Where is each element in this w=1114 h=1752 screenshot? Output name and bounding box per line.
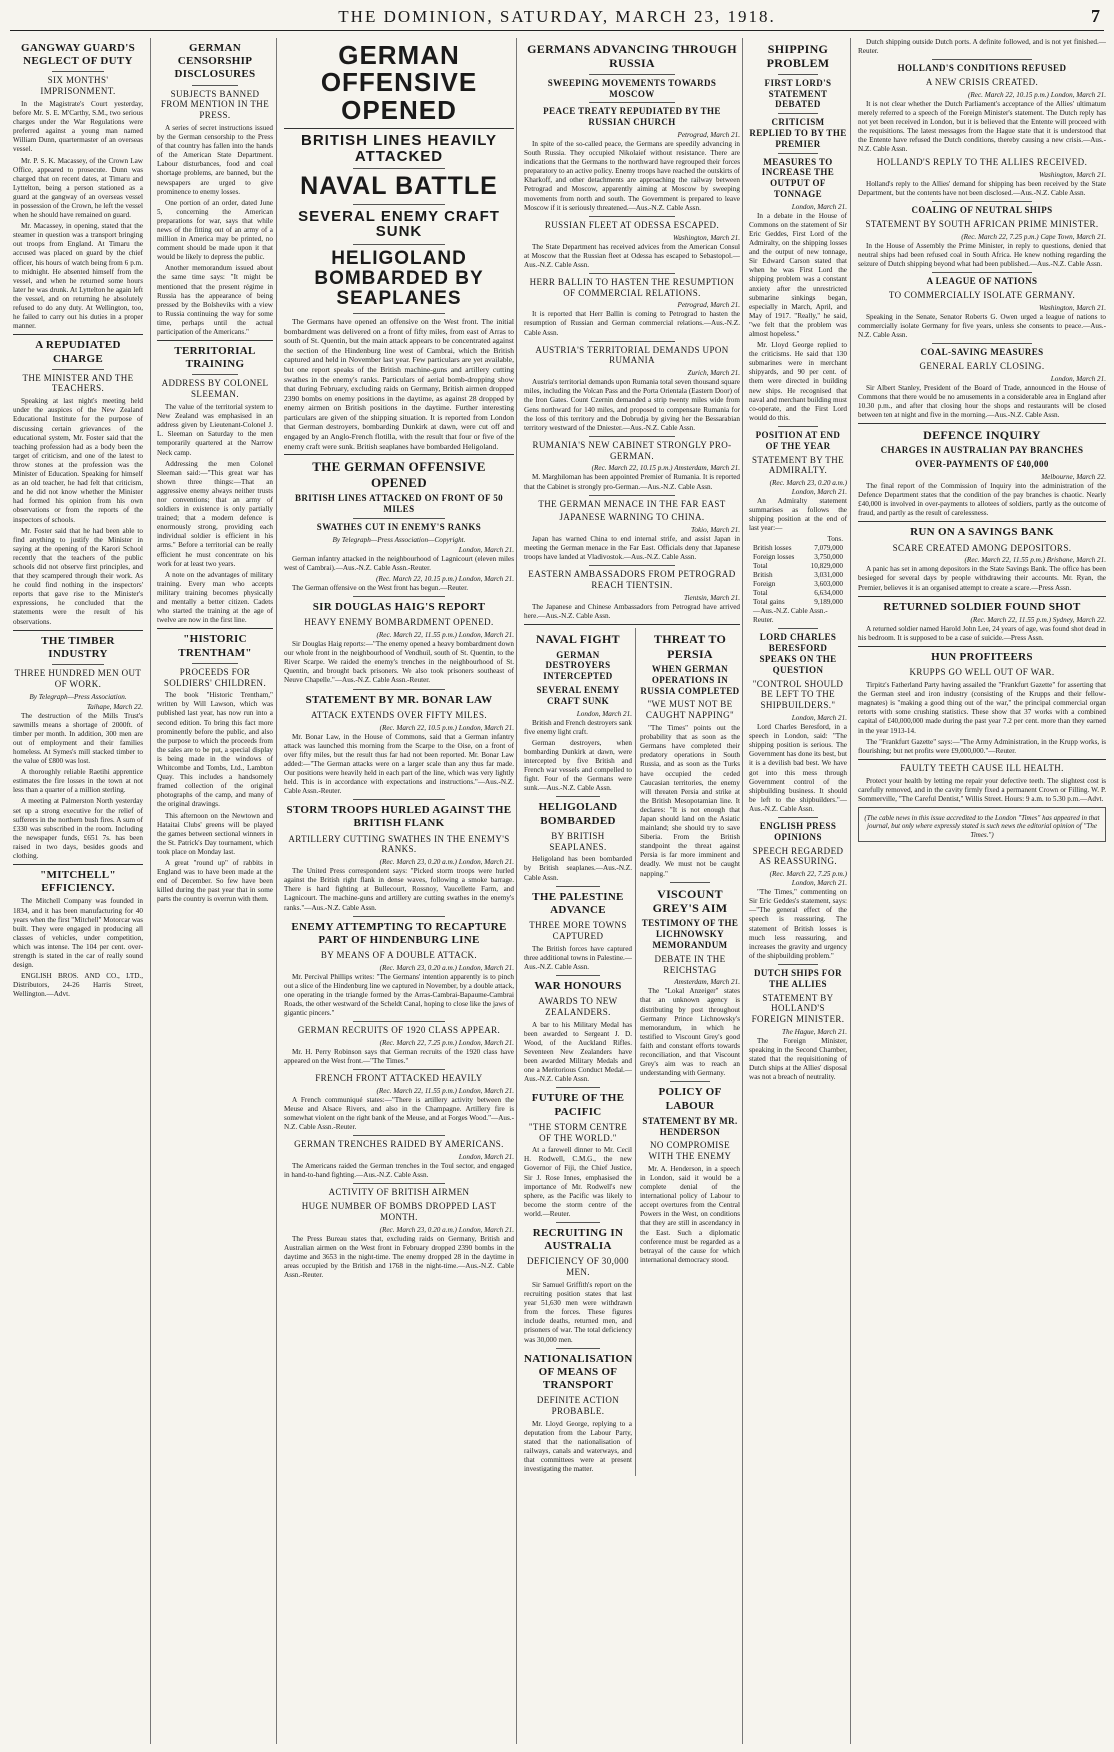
article-paragraph: Mr. Foster said that he had been able to find anything to justify the Minister in saying at the opening of the Karori School recently that the teachers of the public schools did not observe first principles, and that they scampered through their work. As he could find nothing in the inspectors' reports that gave rise to the Minister's expressions, he concluded that the statements were the result of his observations. bbox=[13, 526, 143, 626]
subheadline: GERMAN RECRUITS OF 1920 CLASS APPEAR. bbox=[297, 1025, 501, 1036]
dateline: London, March 21. bbox=[458, 545, 514, 554]
article-paragraph: Speaking in the Senate, Senator Roberts G. Owen urged a league of nations to commercially isolate Germany for five years, unless she consents to peace.—Aus.-N.Z. Cable Assn. bbox=[858, 312, 1106, 339]
subheadline: SWEEPING MOVEMENTS TOWARDS MOSCOW bbox=[547, 77, 717, 99]
main-headline: GERMAN OFFENSIVE OPENED bbox=[320, 40, 478, 125]
subheadline: PEACE TREATY REPUDIATED BY THE RUSSIAN CHURCH bbox=[543, 106, 721, 128]
column-3 bbox=[276, 38, 517, 1744]
subheadline: ARTILLERY CUTTING SWATHES IN THE ENEMY'S RANKS. bbox=[288, 833, 510, 855]
subheadline: FRENCH FRONT ATTACKED HEAVILY bbox=[315, 1073, 483, 1084]
headline: HELIGOLAND BOMBARDED bbox=[538, 801, 618, 827]
subheadline: THE MINISTER AND THE TEACHERS. bbox=[22, 372, 134, 394]
article-paragraph: A bar to his Military Medal has been awarded to Sergeant J. D. Wood, of the Auckland Rifles. Seventeen New Zealanders have been awarded Military Medals and one a Meritorious Conduct Medal.—Aus.-N.Z. Cable Assn. bbox=[524, 1020, 632, 1084]
table-row: Foreign 3,603,000 bbox=[753, 580, 843, 589]
wire-credit: By Telegraph—Press Association—Copyright. bbox=[332, 535, 466, 544]
dateline: Tokio, March 21. bbox=[691, 526, 740, 535]
article-paragraph: In the House of Assembly the Prime Minister, in reply to questions, denied that neutral ships had been refused coal in South Africa. He knew nothing regarding the seizure of Dutch shipping beyond what had been published.—Aus.-N.Z. Cable Assn. bbox=[858, 241, 1106, 269]
article-paragraph: Mr. A. Henderson, in a speech in London, said it would be a complete denial of the international policy of Labour to accept overtures from the Central Powers in the West, on conditions that they are still in ascendancy in the East. Such a diplomatic conference must be regarded as a betrayal of the cause for which international democracy stood. bbox=[640, 1164, 740, 1264]
subheadline: STATEMENT BY THE ADMIRALTY. bbox=[751, 454, 844, 476]
subheadline: POSITION AT END OF THE YEAR bbox=[755, 429, 841, 451]
subheadline: COALING OF NEUTRAL SHIPS bbox=[911, 205, 1053, 216]
headline: TERRITORIAL TRAINING bbox=[174, 345, 256, 371]
article-paragraph: Mr. Percival Phillips writes: "The Germans' intention apparently is to pinch out a slice of the Hindenburg line we captured in November, by a double attack, one operating in the triangle formed by the Arras-Cambrai-Bapaume-Cambrai Roads, the other westward of the Scheldt Canal, hoping to close like the jaws of gigantic pincers." bbox=[284, 972, 514, 1018]
masthead-title: THE DOMINION, SATURDAY, MARCH 23, 1918. bbox=[338, 7, 776, 26]
subheadline: PROCEEDS FOR SOLDIERS' CHILDREN. bbox=[163, 666, 267, 688]
subheadline: KRUPPS GO WELL OUT OF WAR. bbox=[909, 667, 1055, 678]
article-paragraph: The "Lokal Anzeiger" states that an unknown agency is distributing by post throughout Germany Prince Lichnowsky's memorandum, in which he testified to Viscount Grey's good faith and constant efforts towards reconciliation, and that Viscount Grey's aim was to reach an understanding with Germany. bbox=[640, 987, 740, 1078]
table-header: Tons. bbox=[827, 535, 843, 544]
article-paragraph: Addressing the men Colonel Sleeman said:—"This great war has shown three things:—That an aggressive enemy always neither trusts nor conventions; that an army of soldiers in existence is only partially trained; that a modern defence is enormously strong, providing each individual soldier is efficient in his arms." Before a territorial can be really efficient he must concentrate on his work for at least two years. bbox=[157, 459, 273, 568]
article-paragraph: The value of the territorial system to New Zealand was emphasised in an address given by Lieutenant-Colonel J. L. Sleeman on Saturday to the men temporarily quartered at the Narrow Neck camp. bbox=[157, 403, 273, 457]
wire-credit: By Telegraph—Press Association. bbox=[29, 692, 127, 701]
article-paragraph: Austria's territorial demands upon Rumania total seven thousand square miles, including the Volcan Pass and the Porta Orientala (Eastern Door) of the Iron Gates. Count Czernin demanded a strip twenty miles wide from Gens northward for 140 miles, and proposed to compensate Rumania for the loss of this territory and the Dobrudja by giving her the Bessarabian territory westward of the Dniester.—Aus.-N.Z. Cable Assn. bbox=[524, 378, 740, 432]
dateline: (Rec. March 22, 7.25 p.m.) London, March 21. bbox=[379, 1039, 514, 1048]
dateline: (Rec. March 22, 11.55 p.m.) London, March 21. bbox=[376, 631, 514, 640]
article-paragraph: A great "round up" of rabbits in England was to have been made at the end of December. So few have been killed during the past year that in some parts the country is overrun with them. bbox=[157, 858, 273, 904]
article-paragraph: The destruction of the Mills Trust's sawmills means a shortage of 2000ft. of timber per month. In addition, 300 men are out of employment and their families homeless. At Symes's mill stacked timber to the value of £800 was lost. bbox=[13, 711, 143, 766]
dateline: (Rec. March 23, 0.20 a.m.) London, March 21. bbox=[379, 1225, 514, 1234]
dateline: (Rec. March 22, 7.25 p.m.) Cape Town, March 21. bbox=[961, 232, 1106, 241]
column-5 bbox=[742, 38, 850, 1744]
table-footer: —Aus.-N.Z. Cable Assn.-Reuter. bbox=[753, 607, 828, 625]
article-paragraph: Lord Charles Beresford, in a speech in London, said: "The shipping position is serious. The Government has done its best, but it is a devilish bad best. We have got into this mess through Government control of the shipbuilding business. It should be left to the shipbuilders."—Aus.-N.Z. Cable Assn. bbox=[749, 723, 847, 813]
article-paragraph: A series of secret instructions issued by the German censorship to the Press of that country has fallen into the hands of the American State Department. Labour disturbances, food and coal shortage problems, are banned, but the newspapers are urged to give prominence to enemy losses. bbox=[157, 123, 273, 196]
dateline: Taihape, March 22. bbox=[86, 702, 143, 711]
subheadline: A NEW CRISIS CREATED. bbox=[925, 76, 1039, 87]
article-paragraph: The final report of the Commission of Inquiry into the administration of the Defence Department states that the condition of the pay branches is chaotic. Nearly £40,000 is involved in over-payments to allotees of soldiers, partly as the outcome of fraud, and partly as the result of carelessness. bbox=[858, 482, 1106, 518]
subheadline: SCARE CREATED AMONG DEPOSITORS. bbox=[892, 542, 1072, 553]
subheadline: FIRST LORD'S STATEMENT DEBATED bbox=[764, 77, 832, 110]
subheadline: "THE STORM CENTRE OF THE WORLD." bbox=[528, 1121, 628, 1143]
article-paragraph: Japan has warned China to end internal strife, and assist Japan in meeting the German menace in the Far East. Officials deny that Japanese troops have landed at Vladivostok.—Aus.-N.Z. Cable Assn. bbox=[524, 535, 740, 562]
article-paragraph: The British forces have captured three additional towns in Palestine.—Aus.-N.Z. Cable Assn. bbox=[524, 944, 632, 971]
article-paragraph: The Foreign Minister, speaking in the Second Chamber, stated that the requisitioning of Dutch ships at the Allies' disposal was not a breach of neutrality. bbox=[749, 1036, 847, 1082]
subheadline: HOLLAND'S CONDITIONS REFUSED bbox=[897, 63, 1067, 74]
dateline: (Rec. March 22, 11.55 p.m.) Sydney, March 22. bbox=[970, 615, 1106, 624]
headline: THE TIMBER INDUSTRY bbox=[41, 634, 115, 660]
dateline: (Rec. March 22, 11.55 p.m.) Brisbane, March 21. bbox=[964, 556, 1106, 565]
headline: NAVAL FIGHT bbox=[536, 632, 620, 647]
article-paragraph: "The Times," commenting on Sir Eric Geddes's statement, says:—"The general effect of the speech is reassuring. The statement of British losses is much less reassuring, and increases the gravity and urgency of the shipbuilding problem." bbox=[749, 888, 847, 960]
subheadline: ATTACK EXTENDS OVER FIFTY MILES. bbox=[311, 709, 487, 720]
headline: STORM TROOPS HURLED AGAINST THE BRITISH FLANK bbox=[286, 804, 512, 830]
subheadline: DEFICIENCY OF 30,000 MEN. bbox=[527, 1256, 629, 1278]
table-row: British 3,031,000 bbox=[753, 571, 843, 580]
subheadline: CHARGES IN AUSTRALIAN PAY BRANCHES bbox=[880, 445, 1084, 456]
subheadline: STATEMENT BY SOUTH AFRICAN PRIME MINISTER. bbox=[865, 219, 1099, 230]
column-4 bbox=[516, 38, 743, 1744]
subheadline: GERMAN DESTROYERS INTERCEPTED bbox=[543, 649, 613, 682]
deck-headline: HELIGOLAND BOMBARDED BY SEAPLANES bbox=[314, 248, 484, 310]
article-paragraph: A returned soldier named Harold John Lee, 24 years of age, was found shot dead in his bedroom. It is supposed to be a case of suicide.—Press Assn. bbox=[858, 624, 1106, 642]
headline: GERMANS ADVANCING THROUGH RUSSIA bbox=[527, 42, 737, 71]
subheadline: RUSSIAN FLEET AT ODESSA ESCAPED. bbox=[544, 219, 720, 230]
dateline: (Rec. March 22, 11.55 p.m.) London, March 21. bbox=[376, 1087, 514, 1096]
article-paragraph: A French communiqué states:—"There is artillery activity between the Meuse and Alsace Rivers, and also in the Champagne. Artillery fire is somewhat violent on the right bank of the Meuse, and at Forges Wood."—Aus.-N.Z. Cable Assn.-Reuter. bbox=[284, 1096, 514, 1132]
subheadline: SIX MONTHS' IMPRISONMENT. bbox=[40, 75, 116, 97]
article-paragraph: Holland's reply to the Allies' demand for shipping has been received by the State Department, but the contents have not been disclosed.—Aus.-N.Z. Cable Assn. bbox=[858, 180, 1106, 198]
table-row: Total 10,829,000 bbox=[753, 562, 843, 571]
headline: HUN PROFITEERS bbox=[931, 651, 1033, 664]
subheadline: BRITISH LINES ATTACKED ON FRONT OF 50 MILES bbox=[294, 493, 503, 515]
headline: THE GERMAN OFFENSIVE OPENED bbox=[312, 459, 486, 490]
editorial-note-box bbox=[858, 807, 1106, 843]
article-paragraph: M. Marghiloman has been appointed Premier of Rumania. It is reported that the Cabinet is strongly pro-German.—Aus.-N.Z. Cable Assn. bbox=[524, 473, 740, 491]
subheadline: SPEECH REGARDED AS REASSURING. bbox=[752, 845, 844, 867]
article-paragraph: A meeting at Palmerston North yesterday set up a strong executive for the relief of sufferers in the northern bush fires. A sum of £330 was subscribed in the room. Including the newspaper funds, £651 7s. has been raised in two days, besides goods and clothing. bbox=[13, 797, 143, 860]
subheadline: HEAVY ENEMY BOMBARDMENT OPENED. bbox=[304, 617, 494, 628]
subheadline: WHEN GERMAN OPERATIONS IN RUSSIA COMPLETED bbox=[640, 664, 740, 696]
subheadline: NO COMPROMISE WITH THE ENEMY bbox=[648, 1140, 732, 1162]
article-paragraph: The United Press correspondent says: "Picked storm troops were hurled against the British right flank in dense waves, following a smoke barrage. There is hard fighting at Bullecourt, Rossnoy, Vaucellette Farm, and Lagnicourt. The machine-guns and artillery are cutting swathes in the enemy's ranks."—Aus.-N.Z. Cable Assn. bbox=[284, 867, 514, 912]
article-paragraph: The State Department has received advices from the American Consul at Moscow that the Russian fleet at Odessa has escaped to Sebastopol.—Aus.-N.Z. Cable Assn. bbox=[524, 242, 740, 269]
dateline: (Rec. March 23, 0.20 a.m.) London, March 21. bbox=[379, 963, 514, 972]
subheadline: ENGLISH PRESS OPINIONS bbox=[759, 820, 837, 842]
article-paragraph: An Admiralty statement summarises as follows the shipping position at the end of last year:— bbox=[749, 497, 847, 533]
article-paragraph: Mr. H. Perry Robinson says that German recruits of the 1920 class have appeared on the West front.—"The Times." bbox=[284, 1048, 514, 1066]
dateline: (Rec. March 23, 0.20 a.m.) London, March 21. bbox=[769, 479, 847, 497]
headline: SHIPPING PROBLEM bbox=[766, 42, 830, 71]
dateline: London, March 21. bbox=[576, 709, 632, 718]
column-1 bbox=[10, 38, 146, 1744]
headline: DEFENCE INQUIRY bbox=[923, 428, 1041, 443]
headline: THE PALESTINE ADVANCE bbox=[532, 890, 624, 916]
dateline: (Rec. March 23, 0.20 a.m.) London, March 21. bbox=[379, 858, 514, 867]
subheadline: AWARDS TO NEW ZEALANDERS. bbox=[538, 996, 618, 1017]
headline: RUN ON A SAVINGS BANK bbox=[910, 526, 1054, 539]
dateline: Washington, March 21. bbox=[1039, 171, 1106, 180]
article-paragraph: The book "Historic Trentham," written by Will Lawson, which was published last year, has now run into a second edition. To bring this fact more prominently before the public, and also the purpose to which the proceeds from the sales are to be put, a special display is being made in the windows of Whitcombe and Tombs, Ltd., Lambton Quay. This includes a handsomely framed collection of the original photographs of the camp, and many of the original drawings. bbox=[157, 691, 273, 809]
article-paragraph: The Americans raided the German trenches in the Toul sector, and engaged in hand-to-hand fighting.—Aus.-N.Z. Cable Assn. bbox=[284, 1162, 514, 1180]
article-paragraph: Mr. Bonar Law, in the House of Commons, said that a German infantry attack was launched this morning from the Scarpe to the Oise, on a front of over fifty miles, but the result thus far had not been reported. Mr. Bonar Law added:—"The German attacks were on a larger scale than any thus far made. Our positions were heavily held in each part of the line, which was very lightly held. This is in accordance with expectations and instructions."—Aus.-N.Z. Cable Assn.-Reuter. bbox=[284, 732, 514, 796]
dateline: London, March 21. bbox=[458, 1153, 514, 1162]
dateline: Melbourne, March 22. bbox=[1041, 473, 1106, 482]
article-paragraph: A thoroughly reliable Raetihi apprentice estimates the fire losses in the town at not less than a quarter of a million sterling. bbox=[13, 768, 143, 795]
subheadline: TESTIMONY OF THE LICHNOWSKY MEMORANDUM bbox=[641, 918, 739, 950]
article-paragraph: The "Frankfurt Gazette" says:—"The Army Administration, in the Krupp works, is flourishing; but net profits were £9,000,000."—Reuter. bbox=[858, 737, 1106, 755]
two-column-block bbox=[524, 628, 740, 1476]
subheadline: HERR BALLIN TO HASTEN THE RESUMPTION OF COMMERCIAL RELATIONS. bbox=[529, 276, 735, 298]
dateline: Amsterdam, March 21. bbox=[674, 978, 740, 987]
subheadline: LORD CHARLES BERESFORD SPEAKS ON THE QUESTION bbox=[759, 632, 837, 675]
headline: "HISTORIC TRENTHAM" bbox=[178, 633, 252, 659]
dateline: Washington, March 21. bbox=[673, 233, 740, 242]
article-paragraph: A note on the advantages of military training. Every man who accepts military training becomes physically and mentally a better citizen. Cadets who started the training at the age of twelve are now in the first line. bbox=[157, 570, 273, 625]
article-paragraph: Mr. Lloyd George, replying to a deputation from the Labour Party, stated that the nationalisation of railways, canals and waterways, and that committees were at present investigating the matter. bbox=[524, 1419, 632, 1474]
dateline: Petrograd, March 21. bbox=[677, 301, 740, 310]
masthead bbox=[10, 4, 1104, 31]
article-paragraph: A panic has set in among depositors in the State Savings Bank. The office has been besieged for several days by people withdrawing their accounts. Mr. Ryan, the Premier, believes it is an organised attempt to create a scare.—Press Assn. bbox=[858, 565, 1106, 592]
article-paragraph: Mr. Lloyd George replied to the criticisms. He said that 130 submarines were in merchant shipyards, and 90 per cent. of them were directed in building new ships. He recognised that naval and merchant building must co-operate, and the First Lord would do this. bbox=[749, 341, 847, 422]
subheadline: GENERAL EARLY CLOSING. bbox=[919, 360, 1045, 371]
table-row: Foreign losses 3,750,000 bbox=[753, 553, 843, 562]
headline: WAR HONOURS bbox=[534, 979, 622, 992]
article-paragraph: It is not clear whether the Dutch Parliament's acceptance of the Allies' ultimatum merely referred to a speech of the Foreign Minister's statement. The Dutch reply has not yet been received in London, but it is believed that the Entente will proceed with the requisitions. The latest messages from the Hague state that it is understood that the Entente have refused the Dutch conditions, thereby causing a new crisis.—Aus.-N.Z. Cable Assn. bbox=[858, 99, 1106, 154]
headline: POLICY OF LABOUR bbox=[658, 1086, 722, 1112]
subheadline: STATEMENT BY MR. HENDERSON bbox=[642, 1115, 738, 1137]
subheadline: BY BRITISH SEAPLANES. bbox=[549, 830, 607, 852]
article-paragraph: In the Magistrate's Court yesterday, before Mr. S. E. M'Carthy, S.M., two serious charges under the War Regulations were preferred against a young man named William Dunn, quartermaster of an overseas vessel. bbox=[13, 99, 143, 154]
subheadline: EASTERN AMBASSADORS FROM PETROGRAD REACH TIENTSIN. bbox=[528, 569, 736, 591]
headline: NATIONALISATION OF MEANS OF TRANSPORT bbox=[524, 1352, 633, 1392]
subheadline: "WE MUST NOT BE CAUGHT NAPPING" bbox=[645, 699, 735, 721]
table-row: Total gains 9,189,000 bbox=[753, 598, 843, 607]
article-paragraph: Heligoland has been bombarded by British seaplanes.—Aus.-N.Z. Cable Assn. bbox=[524, 855, 632, 882]
headline: THREAT TO PERSIA bbox=[653, 632, 727, 661]
table-row: British losses 7,079,000 bbox=[753, 544, 843, 553]
article-paragraph: Sir Albert Stanley, President of the Board of Trade, announced in the House of Commons that there would be no amusements in a considerable area in England after 10.30 p.m., and after that closing hour the shops and restaurants will be closed between ten at night and five in the morning.—Aus.-N.Z. Cable Assn. bbox=[858, 383, 1106, 419]
article-paragraph: The Press Bureau states that, excluding raids on Germany, British and Australian airmen on the West front in February dropped 2390 bombs in the daytime and 3653 in the night-time. The enemy dropped 28 in the daytime in areas occupied by the British and 1768 in the night-time.—Aus.-N.Z. Cable Assn.-Reuter. bbox=[284, 1234, 514, 1280]
headline: RECRUITING IN AUSTRALIA bbox=[532, 1227, 624, 1253]
subheadline: HUGE NUMBER OF BOMBS DROPPED LAST MONTH. bbox=[301, 1201, 497, 1223]
sub-column-right bbox=[640, 628, 740, 1476]
dateline: The Hague, March 21. bbox=[781, 1027, 847, 1036]
subheadline: "CONTROL SHOULD BE LEFT TO THE SHIPBUILDERS." bbox=[752, 678, 844, 711]
headline: GANGWAY GUARD'S NEGLECT OF DUTY bbox=[20, 42, 135, 68]
article-paragraph: Another memorandum issued about the same time says: "It might be mentioned that the present régime in Russia has the appearance of being pressed by the Bolsheviks with a view to Russia continuing the way for some time, perhaps until the actual participation of the Americans." bbox=[157, 264, 273, 337]
subheadline: CRITICISM REPLIED TO BY THE PREMIER bbox=[749, 117, 847, 149]
subheadline: SEVERAL ENEMY CRAFT SUNK bbox=[536, 685, 620, 706]
subheadline: RUMANIA'S NEW CABINET STRONGLY PRO-GERMAN. bbox=[532, 439, 732, 461]
article-paragraph: German infantry attacked in the neighbourhood of Lagnicourt (eleven miles west of Cambrai).—Aus.-N.Z. Cable Assn.-Reuter. bbox=[284, 554, 514, 572]
subheadline: ACTIVITY OF BRITISH AIRMEN bbox=[328, 1187, 470, 1198]
subheadline: A LEAGUE OF NATIONS bbox=[926, 276, 1038, 287]
subheadline: THE GERMAN MENACE IN THE FAR EAST bbox=[538, 498, 726, 509]
article-paragraph: "The Times" points out the probability that as soon as the Germans have completed their predatory operations in South Russia, and as soon as the Turks have occupied the ceded Caucasian territories, the enemy will threaten Persia and strike at the British Mesopotamian line. It declares: "It is not enough that Japan should land on the Asiatic mainland; she should try to save Siberia. From the British standpoint the threat against Persia is far more imminent and deadly. We must not be caught napping." bbox=[640, 724, 740, 878]
column-2 bbox=[150, 38, 276, 1744]
article-paragraph: Sir Douglas Haig reports:—"The enemy opened a heavy bombardment down our whole front in the neighbourhood of Vendhuil, south of St. Quentin, to the River Scarpe. We raided the enemy's trenches in the neighbourhood of St. Quentin, and brought back prisoners. We also took prisoners southeast of Neuve Chapelle."—Aus.-N.Z. Cable Assn.-Reuter. bbox=[284, 640, 514, 685]
subheadline: GERMAN TRENCHES RAIDED BY AMERICANS. bbox=[294, 1139, 504, 1150]
article-paragraph: Dutch shipping outside Dutch ports. A definite followed, and is not yet finished.—Reuter. bbox=[858, 38, 1106, 56]
headline: ENEMY ATTEMPTING TO RECAPTURE PART OF HINDENBURG LINE bbox=[291, 920, 507, 946]
subheadline: MEASURES TO INCREASE THE OUTPUT OF TONNAGE bbox=[761, 156, 835, 199]
dateline: Tientsin, March 21. bbox=[683, 594, 740, 603]
article-paragraph: The Japanese and Chinese Ambassadors from Petrograd have arrived here.—Aus.-N.Z. Cable Assn. bbox=[524, 603, 740, 621]
deck-headline: BRITISH LINES HEAVILY ATTACKED bbox=[300, 131, 498, 165]
subheadline: JAPANESE WARNING TO CHINA. bbox=[559, 512, 705, 523]
subheadline: THREE HUNDRED MEN OUT OF WORK. bbox=[14, 668, 142, 689]
column-6 bbox=[850, 38, 1109, 1744]
article-paragraph: This afternoon on the Newtown and Hataitai Clubs' greens will be played the games between sectional winners in the St. Patrick's Day tournament, which took place on Monday last. bbox=[157, 811, 273, 856]
subheadline: THREE MORE TOWNS CAPTURED bbox=[529, 920, 627, 941]
dateline: Petrograd, March 21. bbox=[677, 130, 740, 139]
advertisement-footer: ENGLISH BROS. AND CO., LTD., Distributors, 24-26 Harris Street, Wellington.—Advt. bbox=[13, 972, 143, 999]
deck-headline: SEVERAL ENEMY CRAFT SUNK bbox=[298, 207, 500, 241]
subheadline: STATEMENT BY HOLLAND'S FOREIGN MINISTER. bbox=[751, 992, 845, 1025]
article-paragraph: Speaking at last night's meeting held under the auspices of the New Zealand Educational Institute for the purpose of discussing certain grievances of the educational system, Mr. Foster said that the teaching profession had as a body been the target of criticism, and one of the latest to throw stones at the profession was the Minister of Education. Speaking for himself as an old teacher, he had felt that criticism, and he did not know whether the Minister had formed his opinion from his own observations or from the reports of the inspectors of schools. bbox=[13, 397, 143, 524]
dateline: Washington, March 21. bbox=[1039, 303, 1106, 312]
table-row: Total 6,634,000 bbox=[753, 589, 843, 598]
headline: STATEMENT BY MR. BONAR LAW bbox=[305, 693, 493, 706]
subheadline: DUTCH SHIPS FOR THE ALLIES bbox=[753, 967, 842, 989]
subheadline: OVER-PAYMENTS OF £40,000 bbox=[915, 459, 1049, 470]
subheadline: COAL-SAVING MEASURES bbox=[920, 347, 1044, 358]
subheadline: FAULTY TEETH CAUSE ILL HEALTH. bbox=[900, 762, 1064, 773]
lead-paragraph: The Germans have opened an offensive on the West front. The initial bombardment was delivered on a front of fifty miles, from east of Arras to south of St. Quentin, but the main attack appears to be concentrated against the section of the Hindenburg line west of Cambrai, which the British captured and held in November last year. Few particulars are yet available, but one report speaks of the British machine-guns and artillery cutting swathes in the enemy's ranks. Particulars of aerial bomb-dropping show that during February, excluding raids on Germany, British airmen dropped 2390 bombs on enemy positions in the daytime, as against 28 dropped by enemy airmen on British positions in the daytime. Further interesting particulars are given of the shipping situation. It is reported from London that German destroyers, bombarding Dunkirk at dawn, were cut off and engaged by an Anglo-French flotilla, with the result that four or five of the enemy craft were sunk. British seaplanes have bombarded Heligoland. bbox=[284, 316, 514, 451]
subheadline: AUSTRIA'S TERRITORIAL DEMANDS UPON RUMANIA bbox=[535, 344, 729, 366]
article-paragraph: At a farewell dinner to Mr. Cecil H. Rodwell, C.M.G., the new Governor of Fiji, the Chief Justice, Sir J. Rose Innes, emphasised the importance of Mr. Rodwell's new sphere, as the Pacific was likely to become the storm centre of the world.—Reuter. bbox=[524, 1146, 632, 1218]
subheadline: DEFINITE ACTION PROBABLE. bbox=[536, 1395, 620, 1417]
article-paragraph: Tirpitz's Fatherland Party having assailed the "Frankfurt Gazette" for asserting that the German steel and iron industry (consisting of the Krupps and their fellow-magnates) is "making a good thing out of the war," the principal commercial organ retorts with some crushing statistics. These show that 37 works with a combined capital of £40,000,000 made during the past year 7.2 per cent. more than they earned in the year 1913-14. bbox=[858, 681, 1106, 735]
dateline: (Rec. March 22, 10.15 p.m.) London, March 21. bbox=[375, 575, 514, 584]
headline: "MITCHELL" EFFICIENCY. bbox=[40, 869, 116, 895]
headline: GERMAN CENSORSHIP DISCLOSURES bbox=[174, 42, 256, 81]
dateline: (Rec. March 22, 10.5 p.m.) London, March 21. bbox=[379, 723, 514, 732]
article-paragraph: In a debate in the House of Commons on the statement of Sir Eric Geddes, First Lord of the Admiralty, on the shipping losses and the output of new tonnage, Sir Edward Carson stated that when he was First Lord the shipping problem was a constant anxiety after the unrestricted submarine sinkings began, especially in March, April, and May of 1917. "Really," he said, "we felt that the problem was almost hopeless." bbox=[749, 211, 847, 338]
article-paragraph: Sir Samuel Griffith's report on the recruiting position states that last year 51,630 men were withdrawn from the forces. These figures include deaths, returned men, and prisoners of war. The total deficiency was 30,000 men. bbox=[524, 1281, 632, 1344]
dateline: London, March 21. bbox=[791, 202, 847, 211]
subheadline: SWATHES CUT IN ENEMY'S RANKS bbox=[316, 522, 482, 533]
article-paragraph: It is reported that Herr Ballin is coming to Petrograd to hasten the resumption of Russian and German commercial relations.—Aus.-N.Z. Cable Assn. bbox=[524, 310, 740, 337]
article-paragraph: The German offensive on the West front has begun.—Reuter. bbox=[292, 584, 469, 593]
subheadline: HOLLAND'S REPLY TO THE ALLIES RECEIVED. bbox=[876, 157, 1088, 168]
tonnage-table bbox=[753, 535, 843, 625]
headline: RETURNED SOLDIER FOUND SHOT bbox=[883, 600, 1081, 613]
subheadline: TO COMMERCIALLY ISOLATE GERMANY. bbox=[888, 290, 1076, 300]
article-paragraph: British and French destroyers sank five enemy light craft. bbox=[524, 718, 632, 736]
page-number: 7 bbox=[1091, 6, 1100, 26]
article-paragraph: Mr. Macassey, in opening, stated that the steamer in question was a transport bringing out troops from England. At Timaru the accused was placed on guard by the chief officer, his hours of watch being from 6 p.m. to midnight. He absented himself from the vessel, and when he returned some hours later he was drunk. At Lyttelton he again left the vessel, and on returning he absolutely refused to do any duty. At Wellington, too, he failed to carry out his duties in a proper manner. bbox=[13, 222, 143, 331]
dateline: (Rec. March 22, 7.25 p.m.) London, March 21. bbox=[769, 870, 847, 888]
headline: A REPUDIATED CHARGE bbox=[35, 339, 121, 365]
dateline: London, March 21. bbox=[1050, 374, 1106, 383]
article-paragraph: German destroyers, when bombarding Dunkirk at dawn, were intercepted by five British and French war vessels and compelled to fight. Four of the Germans were sunk.—Aus.-N.Z. Cable Assn. bbox=[524, 738, 632, 793]
sub-column-left bbox=[524, 628, 636, 1476]
subheadline: ADDRESS BY COLONEL SLEEMAN. bbox=[161, 378, 269, 400]
subheadline: SUBJECTS BANNED FROM MENTION IN THE PRESS. bbox=[160, 88, 270, 121]
article-paragraph: In spite of the so-called peace, the Germans are speedily advancing in South Russia. They occupied Nikolaief without resistance. There are indications that the Germans to the northward have regrouped their forces preparatory to an active policy. Enemy troops have reached the outskirts of Kharkoff, and other detachments are approaching the railway between Petrograd and Moscow, apparently aiming at Moscow by sweeping movements from north and south. The Government is prepared to leave Moscow if it is seriously threatened.—Aus.-N.Z. Cable Assn. bbox=[524, 139, 740, 212]
headline: FUTURE OF THE PACIFIC bbox=[531, 1092, 625, 1118]
dateline: London, March 21. bbox=[791, 714, 847, 723]
subheadline: BY MEANS OF A DOUBLE ATTACK. bbox=[320, 950, 478, 961]
headline: VISCOUNT GREY'S AIM bbox=[652, 886, 728, 916]
article-paragraph: The Mitchell Company was founded in 1834, and it has been manufacturing for 40 years when the first "Mitchell" Motorcar was built. They were engaged in producing all classes of vehicles, under competition, which was intense. The 104 per cent. over-strength is stated in the car of really sound design. bbox=[13, 897, 144, 970]
article-paragraph: One portion of an order, dated June 5, concerning the American preparations for war, says that while news of the fitting out of an army of a million in America may be printed, no comment should be made upon it that would be likely to depress the public. bbox=[157, 198, 273, 262]
editorial-note: (The cable news in this issue accredited to the London "Times" has appeared in that journal, but only where expressly stated is such news the editorial opinion of "The Times.") bbox=[864, 813, 1100, 839]
dateline: (Rec. March 22, 10.15 p.m.) London, March 21. bbox=[967, 90, 1106, 99]
dateline: Zurich, March 21. bbox=[687, 369, 740, 378]
advertisement: Protect your health by letting me repair your defective teeth. The slightest cost is carefully removed, and in the cavity firmly fixed a permanent Crown or Filling. W. P. Sommerville, "The Careful Dentist," Willis Street. Hours: 9 a.m. to 5.30 p.m.—Advt. bbox=[858, 776, 1106, 803]
deck-headline: NAVAL BATTLE bbox=[300, 172, 498, 201]
dateline: (Rec. March 22, 10.15 p.m.) Amsterdam, March 21. bbox=[591, 464, 740, 473]
article-paragraph: Mr. P. S. K. Macassey, of the Crown Law Office, appeared to prosecute. Dunn was charged that on recent dates, at Timaru and Lyttelton, being a person stationed as a guard at the gangway of an overseas vessel in possession of the Crown, he left the vessel when he should have remained on guard. bbox=[13, 156, 143, 220]
subheadline: DEBATE IN THE REICHSTAG bbox=[654, 953, 726, 975]
headline: SIR DOUGLAS HAIG'S REPORT bbox=[312, 601, 486, 614]
